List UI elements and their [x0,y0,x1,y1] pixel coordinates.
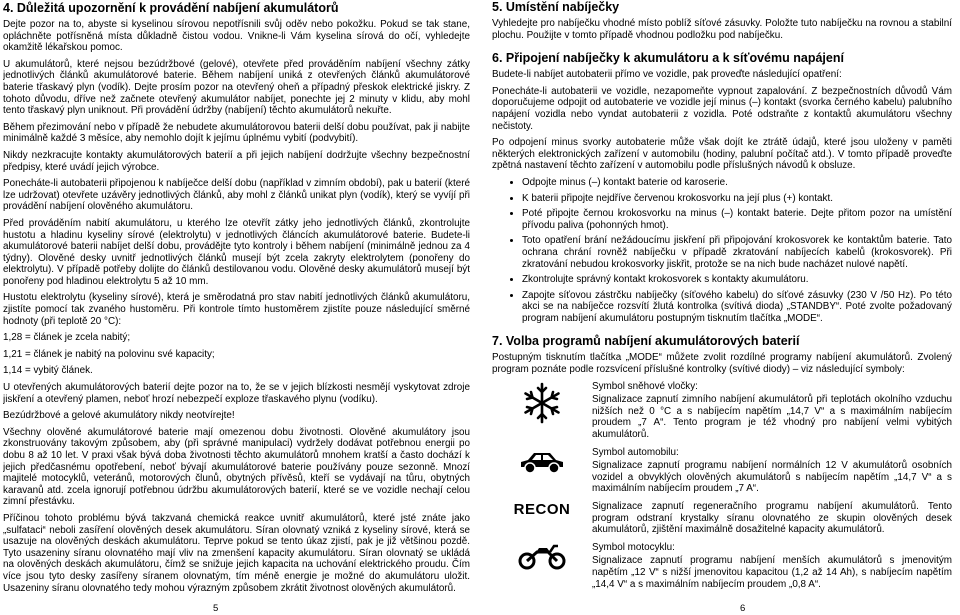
paragraph: U akumulátorů, které nejsou bezúdržbové (gelové), otevřete před prováděním nabíjení všechny zátky jednotlivých článků akumulátorové baterie. Během nabíjení uniká z otevřených článků akumulátorové baterie třaskavý plyn (vodík). Dejte prosím pozor na otevřený oheň a případný přeskok elektrické jiskry. Z tohoto důvodu, dříve než začnete otevřený akumulátor nabíjet, ponechte jej 2 minuty v klidu, aby mohl tento třaskavý plyn uniknout. Při provádění údržby (nabíjení) těchto akumulátorů nekuřte. [3,58,470,117]
symbol-description: Signalizace zapnutí zimního nabíjení akumulátorů při teplotách okolního vzduchu nižších než 0 °C a s nabíjecím napětím „14,7 V“ a s maximálním nabíjecím proudem „7 A“. Tento program je též vhodný pro nabíjení velmi vybitých akumulátorů. [592,394,952,441]
right-page [492,0,952,615]
paragraph: Během přezimování nebo v případě že nebudete akumulátorovou baterii delší dobu používat, pak ji nabijte minimálně každé 3 měsíce, aby nemohlo dojít k jejímu úplnému vybití (podvybití). [3,121,470,145]
list-item: • Zkontrolujte správný kontakt krokosvorek s kontakty akumulátoru. [522,274,952,286]
density-value-full: 1,28 = článek je zcela nabitý; [3,332,131,344]
car-icon [492,447,592,477]
paragraph: Ponecháte-li autobaterii ve vozidle, nezapomeňte vypnout zapalování. Z bezpečnostních důvodů Vám doporučujeme odpojit od autobaterie ve vozidle její minus (–) kontakt (svorka černého kabelu) palubního napájení vozidla nebo vyndat autobaterii z vozidla. Poté odstraňte z kontaktů akumulátoru všechny nečistoty. [492,85,952,132]
symbol-title: Symbol sněhové vločky: [592,380,698,392]
left-page [3,0,470,615]
symbol-snowflake [492,381,952,443]
symbol-motorcycle [492,542,952,592]
paragraph: Budete-li nabíjet autobaterii přímo ve vozidle, pak proveďte následující opatření: [492,69,842,81]
warning-paragraph: Bezúdržbové a gelové akumulátory nikdy neotvírejte! [3,410,235,422]
symbol-title: Symbol motocyklu: [592,541,675,553]
symbol-recon [492,501,952,538]
paragraph: Postupným tisknutím tlačítka „MODE“ můžete zvolit rozdílné programy nabíjení akumulátorů. Zvolený program poznáte podle rozsvícení příslušné kontrolky (svítivé diody) – viz následující symboly: [492,352,952,376]
recon-label: RECON [513,501,571,518]
density-value-empty: 1,14 = vybitý článek. [3,365,93,377]
paragraph: Hustotu elektrolytu (kyseliny sírové), která je směrodatná pro stav nabití jednotlivých článků akumulátoru, zjistíte pomocí tak zvaného hustoměru. Při kontrole tímto hustoměrem zjistíte pouze následující směrné hodnoty (při teplotě 20 °C): [3,292,470,327]
list-item: • Toto opatření brání nežádoucímu jiskření při připojování krokosvorek ke kontaktům baterie. Tato ochrana chrání rovněž nabíječku v případě zkratování nabíjecích kabelů (krokosvorek). Při zkratování nebudou krokosvorky jiskřit, protože se na nich bude nacházet nulové napětí. [522,235,952,270]
paragraph: Ponecháte-li autobaterii připojenou k nabíječce delší dobu (například v zimním období), pak u baterií (které lze udržovat) otevřete uzávěry jednotlivých článků, aby mohl z článků unikat plyn (vodík), který se vyvíjí při provádění nabíjení olověného akumulátoru. [3,178,470,213]
paragraph: Nikdy nezkracujte kontakty akumulátorových baterií a při jejich nabíjení dodržujte všechny bezpečnostní předpisy, které uvádí jejich výrobce. [3,149,470,173]
paragraph: Všechny olověné akumulátorové baterie mají omezenou dobu životnosti. Olověné akumulátory jsou zkonstruovány takovým způsobem, aby (při správné manipulaci) vydržely dodávat potřebnou energii po dobu 8 až 10 let. V praxi však bývá doba životnosti těchto akumulátorů mnohem kratší a často dochází k jejich předčasnému opotřebení, neboť bývají akumulátorové baterie používány pouze sezonně. Mnozí majitelé motocyklů, veteránů, motorových člunů, obytných přívěsů, kteří se vydávají na tůru, obytných karavanů atd. zcela ignorují potřebnou údržbu akumulátorových baterií, které se ve vozidle nechají celou zimní přestávku. [3,426,470,508]
motorcycle-icon [492,542,592,570]
symbol-description: Signalizace zapnutí regeneračního programu nabíjení akumulátorů. Tento program odstraní krystalky síranu olovnatého ze skupin olověných desek akumulátorů, zjištění maximálně dosažitelné kapacity akumulátorů. [592,501,952,536]
paragraph: U otevřených akumulátorových baterií dejte pozor na to, že se v jejich blízkosti nesmějí vyskytovat zdroje jiskření a otevřený plamen, neboť hrozí nebezpečí exploze třaskavého plynu (vodíku). [3,382,470,405]
section7-heading: 7. Volba programů nabíjení akumulátorových baterií [492,334,800,349]
symbol-car [492,447,952,497]
symbol-description: Signalizace zapnutí programu nabíjení normálních 12 V akumulátorů osobních vozidel a obvyklých olověných akumulátorů s nabíjecím napětím „14,7 V“ a s maximálním nabíjecím proudem „7 A“. [592,460,952,495]
list-item: • Poté připojte černou krokosvorku na minus (–) kontakt baterie. Dejte přitom pozor na umístění přívodu paliva (pohonných hmot). [522,208,952,231]
page-number: 5 [213,603,219,614]
symbol-description: Signalizace zapnutí programu nabíjení menších akumulátorů s jmenovitým napětím „12 V“ s nižší jmenovitou kapacitou (1,2 až 14 Ah), s nabíjecím napětím „14,4 V“ a s maximálním nabíjecím proudem „0,8 A“. [592,555,952,590]
list-item: • Odpojte minus (–) kontakt baterie od karoserie. [522,177,952,189]
paragraph: Příčinou tohoto problému bývá takzvaná chemická reakce uvnitř akumulátorů, které jsté znáte jako „sulfataci“ neboli zasíření olověných desek akumulátoru. Síran olovnatý vzniká z kyseliny sírové, která se usazuje na olověných deskách akumulátoru. Teprve pokud se tento úkaz zjistí, pak je již většinou pozdě. Tyto usazeniny síranu olovnatého mají vliv na zmenšení kapacity akumulátoru. Síran olovnatý se ukládá na olověných deskách akumulátoru, čímž se snižuje jejich kapacita na uchování elektrického proudu. Čím více jsou tyto desky zasířeny síranem olovnatým, tím méně energie je možné do akumulátoru uložit. Usazeniny síranu olovnatého tedy mohou výrazným způsobem zkrátit životnost olověných akumulátorů. [3,512,470,594]
list-item: • K baterii připojte nejdříve červenou krokosvorku na její plus (+) kontakt. [522,193,952,205]
connection-steps-list [492,177,952,325]
paragraph: Dejte pozor na to, abyste si kyselinou sírovou nepotřísnili svůj oděv nebo pokožku. Pokud se tak stane, opláchněte potřísněná místa důkladně čistou vodou. Vnikne-li Vám kyselina sírová do očí, vyhledejte okamžitě lékařskou pomoc. [3,19,470,54]
section4-heading: 4. Důležitá upozornění k provádění nabíjení akumulátorů [3,1,339,15]
section6-heading: 6. Připojení nabíječky k akumulátoru a k síťovému napájení [492,51,844,66]
symbol-title: Symbol automobilu: [592,446,679,458]
section5-heading: 5. Umístění nabíječky [492,0,620,14]
paragraph: Před prováděním nabití akumulátoru, u kterého lze otevřít zátky jeho jednotlivých článků, zkontrolujte hustotu a hladinu kyseliny sírové (elektrolytu) v jednotlivých článcích akumulátorové baterie. Budete-li akumulátorové baterii nabíjet delší dobu, provádějte tyto kontroly i během nabíjení (minimálně jednou za 4 týdny). Olověné desky uvnitř jednotlivých článků musejí být zcela zakryty elektrolytem (ponořeny do elektrolytu). V případě potřeby dolijte do článků destilovanou vodu. Olověné desky akumulátorů musejí být ponořeny pod hladinou elektrolytu 5 až 10 mm. [3,217,470,287]
recon-icon [492,501,592,518]
list-item: • Zapojte síťovou zástrčku nabíječky (síťového kabelu) do síťové zásuvky (230 V /50 Hz). Po této akci se na nabíječce rozsvítí žlutá kontrolka (svítivá dioda) „STANDBY“. Poté zvolte požadovaný program nabíjení akumulátoru postupným tisknutím tlačítka „MODE“. [522,290,952,325]
paragraph: Vyhledejte pro nabíječku vhodné místo poblíž síťové zásuvky. Položte tuto nabíječku na rovnou a stabilní plochu. Použijte v tomto případě vhodnou podložku pod nabíječku. [492,18,952,41]
density-value-half: 1,21 = článek je nabitý na polovinu své kapacity; [3,348,215,360]
page-number: 6 [740,603,746,614]
paragraph: Po odpojení minus svorky autobaterie může však dojít ke ztrátě údajů, které jsou uloženy v paměti některých elektronických zařízení v automobilu (hodiny, palubní počítač atd.). V tomto případě proveďte zpětná nastavení těchto zařízení v automobilu podle příslušných návodů k obsluze. [492,137,952,172]
snowflake-icon [492,381,592,425]
